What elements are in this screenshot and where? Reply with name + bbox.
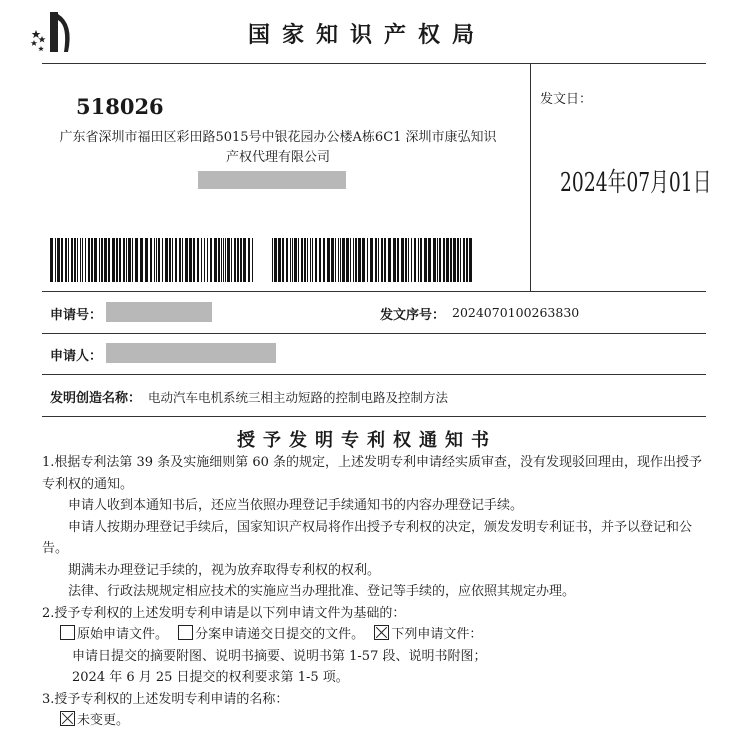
section-2-options xyxy=(42,624,706,646)
send-serial-label: 发文序号： xyxy=(380,308,446,323)
invention-name-label: 发明创造名称： xyxy=(50,391,142,406)
notice-body xyxy=(42,452,706,732)
section-3-heading: 3.授予专利权的上述发明专利申请的名称： xyxy=(42,691,289,707)
recipient-address: 广东省深圳市福田区彩田路5015号中银花园办公楼A栋6C1 深圳市康弘知识产权代理有限公司 xyxy=(59,130,497,165)
date-divider xyxy=(530,63,531,291)
paragraph-4: 期满未办理登记手续的，视为放弃取得专利权的权利。 xyxy=(68,562,381,578)
section-3-option xyxy=(42,710,706,732)
barcode-left xyxy=(50,238,254,282)
checkbox-following-docs xyxy=(374,625,389,640)
option-unchanged: 未变更。 xyxy=(77,713,130,728)
notice-title: 授予发明专利权通知书 xyxy=(237,430,497,451)
postcode: 518026 xyxy=(76,94,164,119)
send-date-label: 发文日： xyxy=(540,92,593,107)
option-divisional-docs: 分案申请递交日提交的文件。 xyxy=(195,627,365,642)
paragraph-1: 1.根据专利法第 39 条及实施细则第 60 条的规定，上述发明专利申请经实质审查，没有发现驳回理由，现作出授予专利权的通知。 xyxy=(42,455,703,492)
applicant-label: 申请人： xyxy=(50,349,103,364)
section-2-line-2: 2024 年 6 月 25 日提交的权利要求第 1-5 项。 xyxy=(72,670,349,685)
rule-1 xyxy=(42,291,706,292)
redacted-application-no xyxy=(106,302,212,322)
option-following-docs: 下列申请文件： xyxy=(391,627,483,642)
paragraph-2: 申请人收到本通知书后，还应当依照办理登记手续通知书的内容办理登记手续。 xyxy=(68,498,524,513)
rule-4 xyxy=(42,416,706,417)
section-2-line-1: 申请日提交的摘要附图、说明书摘要、说明书第 1-57 段、说明书附图； xyxy=(72,648,487,664)
send-date-value: 2024年07月01日 xyxy=(560,168,712,198)
section-2-heading: 2.授予专利权的上述发明专利申请是以下列申请文件为基础的： xyxy=(42,605,406,621)
rule-3 xyxy=(42,374,706,375)
checkbox-divisional-docs xyxy=(178,625,193,640)
barcode-right xyxy=(272,238,474,282)
paragraph-3: 申请人按期办理登记手续后，国家知识产权局将作出授予专利权的决定，颁发发明专利证书，并予以登记和公告。 xyxy=(42,519,693,556)
send-serial-value: 2024070100263830 xyxy=(452,305,580,320)
application-no-label: 申请号： xyxy=(50,308,103,323)
invention-name-value: 电动汽车电机系统三相主动短路的控制电路及控制方法 xyxy=(148,390,449,405)
org-name: 国家知识产权局 xyxy=(247,23,486,48)
checkbox-unchanged xyxy=(60,711,75,726)
checkbox-original-docs xyxy=(60,625,75,640)
redacted-applicant xyxy=(106,343,276,363)
option-original-docs: 原始申请文件。 xyxy=(77,627,169,642)
top-rule xyxy=(42,63,706,64)
paragraph-5: 法律、行政法规规定相应技术的实施应当办理批准、登记等手续的，应依照其规定办理。 xyxy=(68,584,576,599)
redacted-recipient-name xyxy=(198,171,346,189)
rule-2 xyxy=(42,333,706,334)
